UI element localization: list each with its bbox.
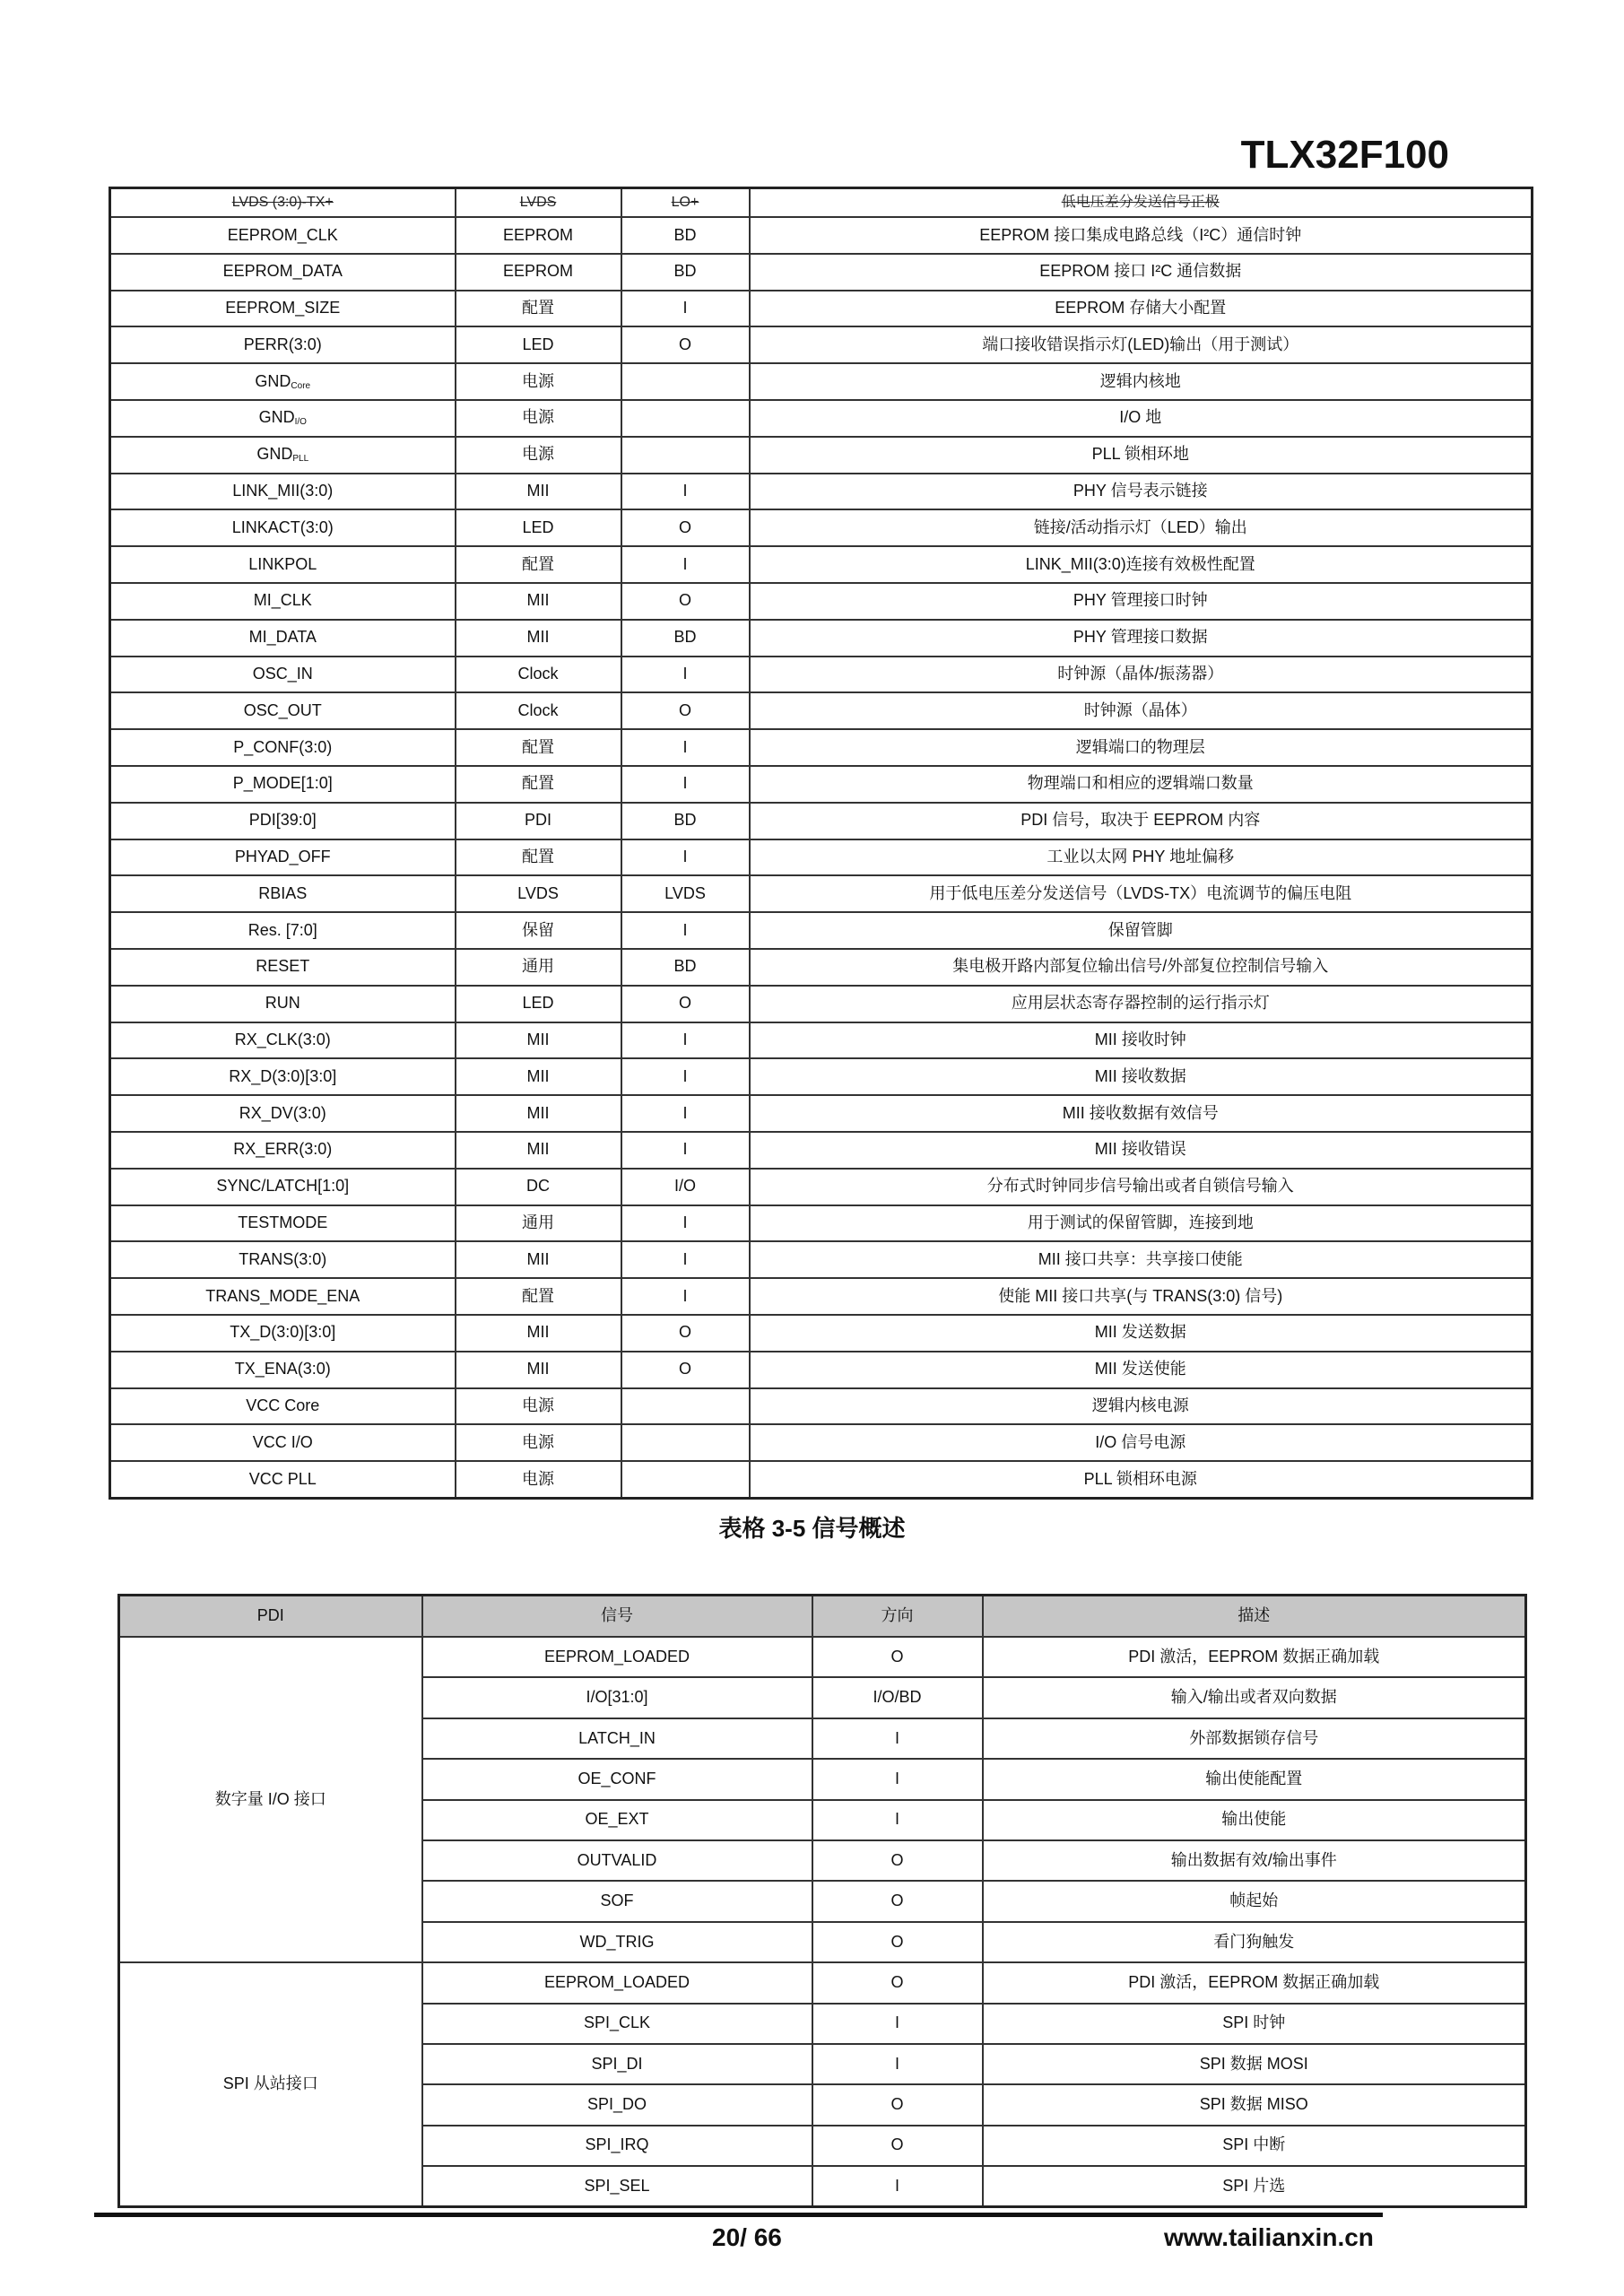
description-cell: PHY 管理接口时钟 (750, 583, 1533, 620)
description-cell: 链接/活动指示灯（LED）输出 (750, 509, 1533, 546)
signal-cell: OUTVALID (422, 1840, 812, 1881)
direction-cell: O (812, 2084, 983, 2125)
signal-name-cell: VCC I/O (110, 1424, 456, 1461)
direction-cell (621, 363, 750, 400)
direction-cell: I (621, 1241, 750, 1278)
description-cell: 输出使能配置 (983, 1759, 1526, 1799)
description-cell: SPI 时钟 (983, 2004, 1526, 2044)
signal-cell: LATCH_IN (422, 1718, 812, 1759)
direction-cell (621, 1424, 750, 1461)
table-header-row (119, 1596, 1526, 1638)
description-cell: I/O 地 (750, 400, 1533, 437)
table-row (110, 692, 1533, 729)
description-cell: 逻辑端口的物理层 (750, 729, 1533, 766)
table-row (110, 1388, 1533, 1425)
signal-name-cell: RX_D(3:0)[3:0] (110, 1058, 456, 1095)
signal-name-cell: P_MODE[1:0] (110, 766, 456, 803)
signal-type-cell: 电源 (456, 400, 621, 437)
signal-name-cell: TRANS(3:0) (110, 1241, 456, 1278)
direction-cell: I (812, 1718, 983, 1759)
signal-name-cell: MI_CLK (110, 583, 456, 620)
signal-name-cell: SYNC/LATCH[1:0] (110, 1169, 456, 1205)
table-row (110, 875, 1533, 912)
signal-type-cell: MII (456, 1022, 621, 1059)
signal-name-cell: OSC_OUT (110, 692, 456, 729)
signal-pin-table (109, 187, 1533, 1500)
signal-name-cell: TESTMODE (110, 1205, 456, 1242)
description-cell: 看门狗触发 (983, 1922, 1526, 1962)
direction-cell: O (812, 1962, 983, 2003)
description-cell: EEPROM 存储大小配置 (750, 291, 1533, 327)
signal-type-cell: 配置 (456, 839, 621, 876)
description-cell: MII 接收时钟 (750, 1022, 1533, 1059)
table-row (110, 729, 1533, 766)
signal-name-cell: VCC Core (110, 1388, 456, 1425)
description-cell: 帧起始 (983, 1881, 1526, 1921)
signal-type-cell: MII (456, 1315, 621, 1352)
description-cell: SPI 片选 (983, 2166, 1526, 2207)
description-cell: PHY 管理接口数据 (750, 620, 1533, 657)
signal-name-cell: EEPROM_DATA (110, 254, 456, 291)
signal-cell: SPI_CLK (422, 2004, 812, 2044)
direction-cell (621, 1461, 750, 1498)
direction-cell (621, 400, 750, 437)
direction-cell: I (621, 657, 750, 693)
signal-type-cell: Clock (456, 657, 621, 693)
signal-type-cell: MII (456, 1352, 621, 1388)
signal-name-cell: PDI[39:0] (110, 803, 456, 839)
direction-cell: BD (621, 620, 750, 657)
table-row (119, 1962, 1526, 2003)
signal-type-cell: 配置 (456, 546, 621, 583)
signal-type-cell: 配置 (456, 729, 621, 766)
description-cell: 时钟源（晶体/振荡器） (750, 657, 1533, 693)
table-row (110, 400, 1533, 437)
signal-name-cell: VCC PLL (110, 1461, 456, 1498)
signal-cell: SPI_IRQ (422, 2126, 812, 2166)
table-row (110, 217, 1533, 254)
table-row (110, 1352, 1533, 1388)
direction-cell: I (621, 1278, 750, 1315)
signal-name-cell: PHYAD_OFF (110, 839, 456, 876)
column-header-signal: 信号 (422, 1596, 812, 1638)
description-cell: EEPROM 接口集成电路总线（I²C）通信时钟 (750, 217, 1533, 254)
description-cell: 使能 MII 接口共享(与 TRANS(3:0) 信号) (750, 1278, 1533, 1315)
direction-cell: O (621, 692, 750, 729)
description-cell: 外部数据锁存信号 (983, 1718, 1526, 1759)
signal-type-cell: 配置 (456, 766, 621, 803)
signal-cell: OE_EXT (422, 1800, 812, 1840)
signal-name-subscript: PLL (292, 454, 309, 465)
description-cell: MII 接口共享：共享接口使能 (750, 1241, 1533, 1278)
signal-name-cell: LINK_MII(3:0) (110, 474, 456, 510)
description-cell: 用于低电压差分发送信号（LVDS-TX）电流调节的偏压电阻 (750, 875, 1533, 912)
table-row (110, 620, 1533, 657)
table-row (110, 766, 1533, 803)
description-cell: 输入/输出或者双向数据 (983, 1677, 1526, 1718)
signal-type-cell: DC (456, 1169, 621, 1205)
description-cell: 工业以太网 PHY 地址偏移 (750, 839, 1533, 876)
direction-cell: I (621, 291, 750, 327)
description-cell: PLL 锁相环地 (750, 437, 1533, 474)
signal-type-cell: LVDS (456, 875, 621, 912)
signal-name-cell: PERR(3:0) (110, 326, 456, 363)
signal-name-subscript: I/O (294, 417, 307, 428)
direction-cell: O (812, 1637, 983, 1677)
description-cell: 时钟源（晶体） (750, 692, 1533, 729)
signal-type-cell: 通用 (456, 1205, 621, 1242)
table-row (110, 188, 1533, 218)
signal-name-cell: EEPROM_SIZE (110, 291, 456, 327)
direction-cell: O (621, 326, 750, 363)
signal-type-cell: LED (456, 986, 621, 1022)
table-row (110, 839, 1533, 876)
table-row (110, 363, 1533, 400)
column-header-description: 描述 (983, 1596, 1526, 1638)
signal-name-text: GND (258, 408, 295, 427)
signal-name-text: GND (255, 371, 291, 390)
signal-name-cell: RBIAS (110, 875, 456, 912)
table-row (110, 437, 1533, 474)
table-row (110, 1132, 1533, 1169)
signal-type-cell: 配置 (456, 1278, 621, 1315)
signal-type-cell: MII (456, 1058, 621, 1095)
signal-type-cell: EEPROM (456, 254, 621, 291)
description-cell: 端口接收错误指示灯(LED)输出（用于测试） (750, 326, 1533, 363)
table-row (110, 986, 1533, 1022)
direction-cell: I (621, 839, 750, 876)
signal-type-cell: 电源 (456, 437, 621, 474)
direction-cell: I (621, 1132, 750, 1169)
description-cell: 分布式时钟同步信号输出或者自锁信号输入 (750, 1169, 1533, 1205)
direction-cell: O (812, 2126, 983, 2166)
direction-cell (621, 1388, 750, 1425)
signal-type-cell: LED (456, 509, 621, 546)
signal-type-cell: EEPROM (456, 217, 621, 254)
direction-cell: I (621, 474, 750, 510)
table-row (110, 291, 1533, 327)
signal-type-cell: 电源 (456, 363, 621, 400)
signal-name-cell: TX_ENA(3:0) (110, 1352, 456, 1388)
direction-cell: O (812, 1922, 983, 1962)
signal-name-subscript: Core (291, 380, 311, 391)
table-row (110, 657, 1533, 693)
direction-cell: I (621, 912, 750, 949)
signal-name-cell (110, 437, 456, 474)
pdi-group-cell: 数字量 I/O 接口 (119, 1637, 422, 1962)
signal-type-cell: LED (456, 326, 621, 363)
pdi-signal-overview-table (117, 1594, 1527, 2208)
direction-cell: I (621, 766, 750, 803)
footer-divider (94, 2213, 1383, 2217)
direction-cell: I (812, 1800, 983, 1840)
footer-website: www.tailianxin.cn (1164, 2223, 1374, 2251)
table-row (110, 326, 1533, 363)
signal-type-cell: 电源 (456, 1388, 621, 1425)
signal-cell: SOF (422, 1881, 812, 1921)
signal-type-cell: 电源 (456, 1424, 621, 1461)
table-row (110, 949, 1533, 986)
direction-cell: O (621, 583, 750, 620)
direction-cell: I (621, 1095, 750, 1132)
direction-cell: I (812, 1759, 983, 1799)
description-cell: PDI 激活，EEPROM 数据正确加载 (983, 1962, 1526, 2003)
table-row (110, 1095, 1533, 1132)
description-cell: MII 发送使能 (750, 1352, 1533, 1388)
table-row (119, 1637, 1526, 1677)
description-cell: PHY 信号表示链接 (750, 474, 1533, 510)
table-row (110, 1241, 1533, 1278)
table-row (110, 1169, 1533, 1205)
signal-name-cell: TRANS_MODE_ENA (110, 1278, 456, 1315)
description-cell: 集电极开路内部复位输出信号/外部复位控制信号输入 (750, 949, 1533, 986)
signal-name-cell: RESET (110, 949, 456, 986)
table-row (110, 583, 1533, 620)
document-title: TLX32F100 (1240, 133, 1449, 177)
signal-type-cell: MII (456, 474, 621, 510)
pdi-group-cell: SPI 从站接口 (119, 1962, 422, 2207)
description-cell: MII 接收数据 (750, 1058, 1533, 1095)
table-row (110, 1315, 1533, 1352)
description-cell: PLL 锁相环电源 (750, 1461, 1533, 1498)
signal-name-cell: Res. [7:0] (110, 912, 456, 949)
table-row (110, 1022, 1533, 1059)
direction-cell: BD (621, 217, 750, 254)
signal-type-cell: LVDS (456, 188, 621, 218)
direction-cell: LO+ (621, 188, 750, 218)
table-row (110, 254, 1533, 291)
signal-cell: WD_TRIG (422, 1922, 812, 1962)
signal-name-cell: OSC_IN (110, 657, 456, 693)
signal-name-cell: RUN (110, 986, 456, 1022)
description-cell: MII 接收错误 (750, 1132, 1533, 1169)
signal-name-cell: MI_DATA (110, 620, 456, 657)
signal-type-cell: MII (456, 1132, 621, 1169)
signal-name-cell: TX_D(3:0)[3:0] (110, 1315, 456, 1352)
direction-cell: I (621, 1205, 750, 1242)
signal-type-cell: Clock (456, 692, 621, 729)
signal-name-cell: RX_DV(3:0) (110, 1095, 456, 1132)
direction-cell: O (621, 509, 750, 546)
signal-type-cell: 通用 (456, 949, 621, 986)
page-number: 20/ 66 (712, 2223, 782, 2251)
signal-cell: OE_CONF (422, 1759, 812, 1799)
direction-cell: BD (621, 254, 750, 291)
signal-name-cell: LINKPOL (110, 546, 456, 583)
description-cell: 输出数据有效/输出事件 (983, 1840, 1526, 1881)
table-row (110, 912, 1533, 949)
direction-cell: I (812, 2004, 983, 2044)
description-cell: 输出使能 (983, 1800, 1526, 1840)
direction-cell: I/O/BD (812, 1677, 983, 1718)
signal-name-cell: P_CONF(3:0) (110, 729, 456, 766)
direction-cell: O (812, 1881, 983, 1921)
direction-cell: I (812, 2166, 983, 2207)
table-row (110, 1058, 1533, 1095)
column-header-pdi: PDI (119, 1596, 422, 1638)
table-row (110, 1424, 1533, 1461)
direction-cell: O (621, 1352, 750, 1388)
direction-cell: O (812, 1840, 983, 1881)
description-cell: LINK_MII(3:0)连接有效极性配置 (750, 546, 1533, 583)
description-cell: EEPROM 接口 I²C 通信数据 (750, 254, 1533, 291)
signal-cell: EEPROM_LOADED (422, 1637, 812, 1677)
description-cell: SPI 中断 (983, 2126, 1526, 2166)
signal-cell: SPI_DO (422, 2084, 812, 2125)
signal-type-cell: 保留 (456, 912, 621, 949)
direction-cell: BD (621, 949, 750, 986)
signal-cell: SPI_SEL (422, 2166, 812, 2207)
table-row (110, 803, 1533, 839)
description-cell: 物理端口和相应的逻辑端口数量 (750, 766, 1533, 803)
table-caption: 表格 3-5 信号概述 (718, 1515, 906, 1542)
direction-cell: LVDS (621, 875, 750, 912)
description-cell: 保留管脚 (750, 912, 1533, 949)
direction-cell: O (621, 1315, 750, 1352)
signal-type-cell: 配置 (456, 291, 621, 327)
table-row (110, 474, 1533, 510)
signal-name-cell: LVDS (3:0)-TX+ (110, 188, 456, 218)
direction-cell: O (621, 986, 750, 1022)
signal-name-cell: LINKACT(3:0) (110, 509, 456, 546)
direction-cell: I (621, 546, 750, 583)
signal-name-cell: EEPROM_CLK (110, 217, 456, 254)
signal-type-cell: MII (456, 1241, 621, 1278)
signal-name-cell (110, 363, 456, 400)
signal-type-cell: 电源 (456, 1461, 621, 1498)
direction-cell (621, 437, 750, 474)
table-row (110, 509, 1533, 546)
description-cell: 低电压差分发送信号正极 (750, 188, 1533, 218)
signal-name-text: GND (256, 445, 293, 464)
description-cell: I/O 信号电源 (750, 1424, 1533, 1461)
signal-type-cell: MII (456, 1095, 621, 1132)
description-cell: 用于测试的保留管脚，连接到地 (750, 1205, 1533, 1242)
signal-cell: EEPROM_LOADED (422, 1962, 812, 2003)
direction-cell: BD (621, 803, 750, 839)
direction-cell: I (621, 1058, 750, 1095)
description-cell: PDI 激活，EEPROM 数据正确加载 (983, 1637, 1526, 1677)
direction-cell: I (621, 1022, 750, 1059)
description-cell: 逻辑内核电源 (750, 1388, 1533, 1425)
signal-cell: I/O[31:0] (422, 1677, 812, 1718)
description-cell: SPI 数据 MOSI (983, 2044, 1526, 2084)
signal-cell: SPI_DI (422, 2044, 812, 2084)
signal-type-cell: PDI (456, 803, 621, 839)
description-cell: 逻辑内核地 (750, 363, 1533, 400)
table-row (110, 546, 1533, 583)
description-cell: SPI 数据 MISO (983, 2084, 1526, 2125)
signal-type-cell: MII (456, 583, 621, 620)
direction-cell: I/O (621, 1169, 750, 1205)
description-cell: MII 发送数据 (750, 1315, 1533, 1352)
column-header-direction: 方向 (812, 1596, 983, 1638)
table-row (110, 1205, 1533, 1242)
signal-type-cell: MII (456, 620, 621, 657)
table-row (110, 1278, 1533, 1315)
signal-name-cell: RX_ERR(3:0) (110, 1132, 456, 1169)
direction-cell: I (812, 2044, 983, 2084)
direction-cell: I (621, 729, 750, 766)
table-row (110, 1461, 1533, 1498)
signal-name-cell: RX_CLK(3:0) (110, 1022, 456, 1059)
signal-name-cell (110, 400, 456, 437)
description-cell: MII 接收数据有效信号 (750, 1095, 1533, 1132)
description-cell: PDI 信号，取决于 EEPROM 内容 (750, 803, 1533, 839)
description-cell: 应用层状态寄存器控制的运行指示灯 (750, 986, 1533, 1022)
